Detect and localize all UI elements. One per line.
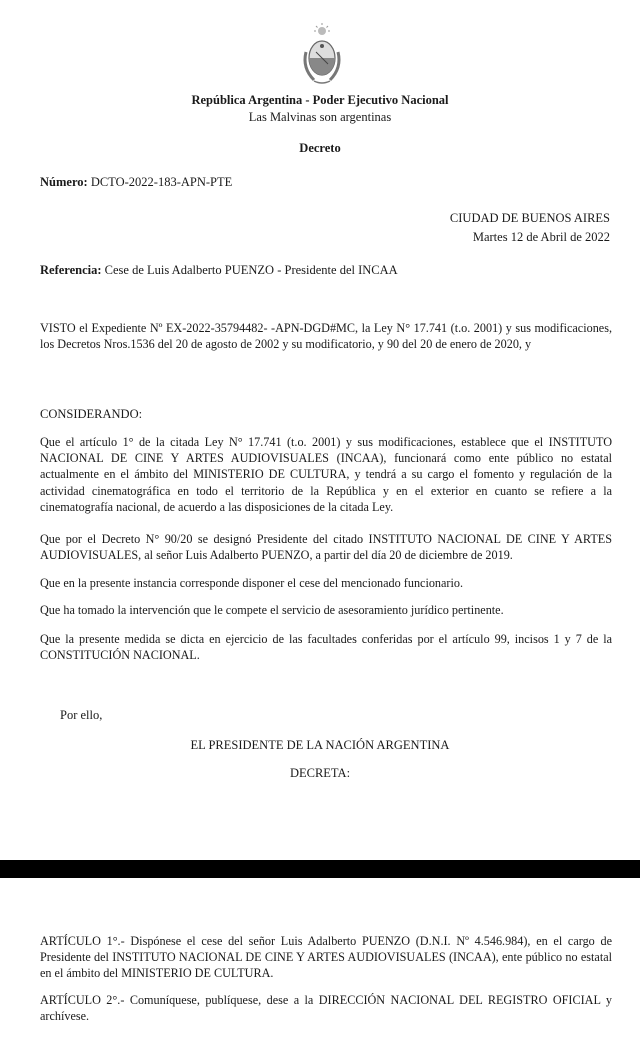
document-type: Decreto	[299, 141, 341, 155]
por-ello: Por ello,	[60, 708, 103, 722]
considerando-paragraph-2: Que por el Decreto N° 90/20 se designó Presidente del citado INSTITUTO NACIONAL DE CINE Y ARTES AUDIOVISUALES, al señor Luis Adalberto PUENZO, a partir del día 20 de diciembre de 2019.	[40, 532, 612, 563]
numero-value: DCTO-2022-183-APN-PTE	[90, 175, 233, 189]
referencia-value: Cese de Luis Adalberto PUENZO - Presidente del INCAA	[104, 263, 398, 277]
header-title: República Argentina - Poder Ejecutivo Nacional	[191, 93, 449, 107]
national-coat-of-arms-icon	[300, 22, 344, 86]
page-break-divider	[0, 860, 640, 878]
referencia-line	[40, 262, 398, 278]
numero-line	[40, 174, 232, 190]
date: Martes 12 de Abril de 2022	[472, 230, 610, 244]
considerando-paragraph-4: Que ha tomado la intervención que le compete el servicio de asesoramiento jurídico pertinente.	[40, 603, 504, 617]
header-subtitle: Las Malvinas son argentinas	[248, 110, 392, 124]
considerando-paragraph-3: Que en la presente instancia corresponde disponer el cese del mencionado funcionario.	[40, 576, 464, 590]
considerando-paragraph-5: Que la presente medida se dicta en ejercicio de las facultades conferidas por el artículo 99, incisos 1 y 7 de la CONSTITUCIÓN NACIONAL.	[40, 632, 612, 663]
presidente-line: EL PRESIDENTE DE LA NACIÓN ARGENTINA	[190, 738, 450, 752]
articulo-2: ARTÍCULO 2°.- Comuníquese, publíquese, dese a la DIRECCIÓN NACIONAL DEL REGISTRO OFICIAL y archívese.	[40, 993, 612, 1024]
considerando-paragraph-1: Que el artículo 1° de la citada Ley N° 17.741 (t.o. 2001) y sus modificaciones, establece que el INSTITUTO NACIONAL DE CINE Y ARTES AUDIOVISUALES (INCAA), funcionará como ente público no estatal actualmente en el ámbito del MINISTERIO DE CULTURA, y tendrá a su cargo el fomento y regulación de la actividad cinematográfica en todo el territorio de la República y en el exterior en cuanto se refiere a la cinematografía nacional, de acuerdo a las disposiciones de la citada Ley.	[40, 435, 612, 514]
considerando-heading: CONSIDERANDO:	[40, 407, 143, 421]
numero-label: Número:	[40, 175, 88, 189]
city: CIUDAD DE BUENOS AIRES	[449, 211, 610, 225]
referencia-label: Referencia:	[40, 263, 102, 277]
decreta-line: DECRETA:	[289, 766, 351, 780]
articulo-1: ARTÍCULO 1°.- Dispónese el cese del señor Luis Adalberto PUENZO (D.N.I. Nº 4.546.984), en el cargo de Presidente del INSTITUTO NACIONAL DE CINE Y ARTES AUDIOVISUALES (INCAA), ente público no estatal en el ámbito del MINISTERIO DE CULTURA.	[40, 934, 612, 981]
document-page-2	[0, 878, 640, 1041]
visto-paragraph: VISTO el Expediente Nº EX-2022-35794482- -APN-DGD#MC, la Ley N° 17.741 (t.o. 2001) y sus modificaciones, los Decretos Nros.1536 del 20 de agosto de 2002 y su modificatorio, y 90 del 20 de enero de 2020, y	[40, 321, 612, 352]
